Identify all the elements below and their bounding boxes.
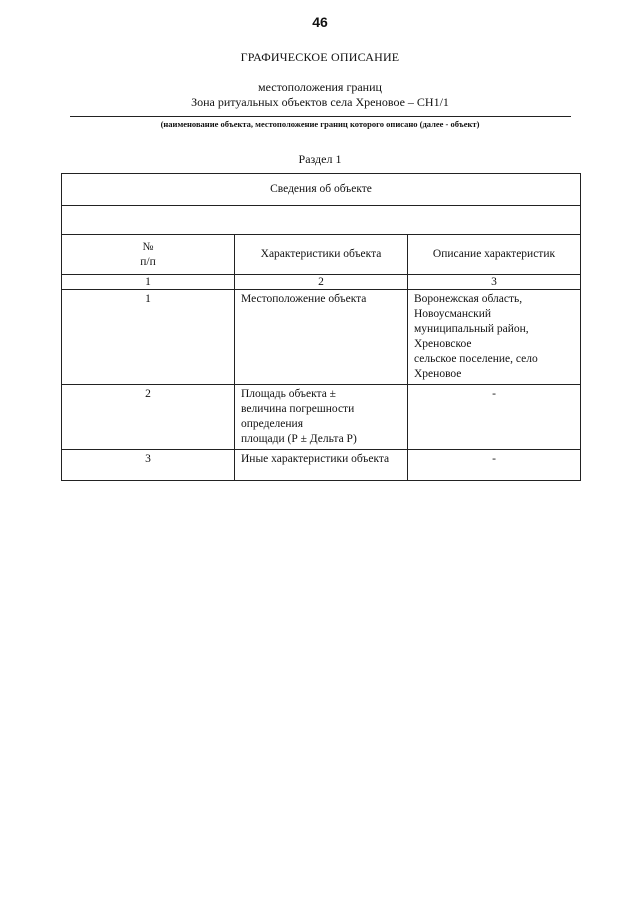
row-characteristic-line: величина погрешности определения — [241, 403, 355, 430]
col-header-num-line: № — [142, 240, 154, 253]
row-characteristic-line: Местоположение объекта — [241, 293, 367, 305]
row-characteristic-line: Иные характеристики объекта — [241, 453, 390, 465]
row-description-line: сельское поселение, село Хреновое — [414, 353, 538, 380]
row-characteristic-line: площади (Р ± Дельта Р) — [241, 433, 357, 445]
title-underline — [70, 116, 571, 117]
row-number: 3 — [62, 450, 235, 481]
row-description: - — [408, 385, 581, 450]
subtitle-zone-name: Зона ритуальных объектов села Хреновое – СН1/1 — [191, 95, 449, 109]
document-title: ГРАФИЧЕСКОЕ ОПИСАНИЕ — [240, 50, 400, 64]
col-header-description: Описание характеристик — [408, 235, 581, 275]
table-row — [62, 385, 581, 450]
object-info-table — [61, 173, 581, 481]
row-description: - — [408, 450, 581, 481]
col-index-cell: 1 — [62, 275, 235, 290]
table-header-row — [62, 174, 581, 206]
table-header-cell: Сведения об объекте — [62, 174, 581, 206]
row-characteristic-line: Площадь объекта ± — [241, 388, 336, 400]
col-header-characteristics: Характеристики объекта — [235, 235, 408, 275]
column-header-row — [62, 235, 581, 275]
subtitle-boundaries: местоположения границ — [258, 80, 382, 94]
section-label: Раздел 1 — [298, 152, 342, 166]
row-number: 2 — [62, 385, 235, 450]
row-characteristic — [235, 290, 408, 385]
table-blank-row — [62, 206, 581, 235]
row-characteristic — [235, 385, 408, 450]
column-index-row — [62, 275, 581, 290]
col-index-cell: 3 — [408, 275, 581, 290]
table-row — [62, 450, 581, 481]
row-description-line: Воронежская область, Новоусманский — [414, 293, 523, 320]
row-description-line: муниципальный район, Хреновское — [414, 323, 529, 350]
table-row — [62, 290, 581, 385]
object-caption: (наименование объекта, местоположение границ которого описано (далее - объект) — [160, 119, 480, 129]
col-header-num-line: п/п — [140, 255, 156, 268]
row-characteristic — [235, 450, 408, 481]
col-header-num — [62, 235, 235, 275]
row-description — [408, 290, 581, 385]
table-blank-cell — [62, 206, 581, 235]
col-index-cell: 2 — [235, 275, 408, 290]
page-number: 46 — [312, 14, 328, 30]
row-number: 1 — [62, 290, 235, 385]
